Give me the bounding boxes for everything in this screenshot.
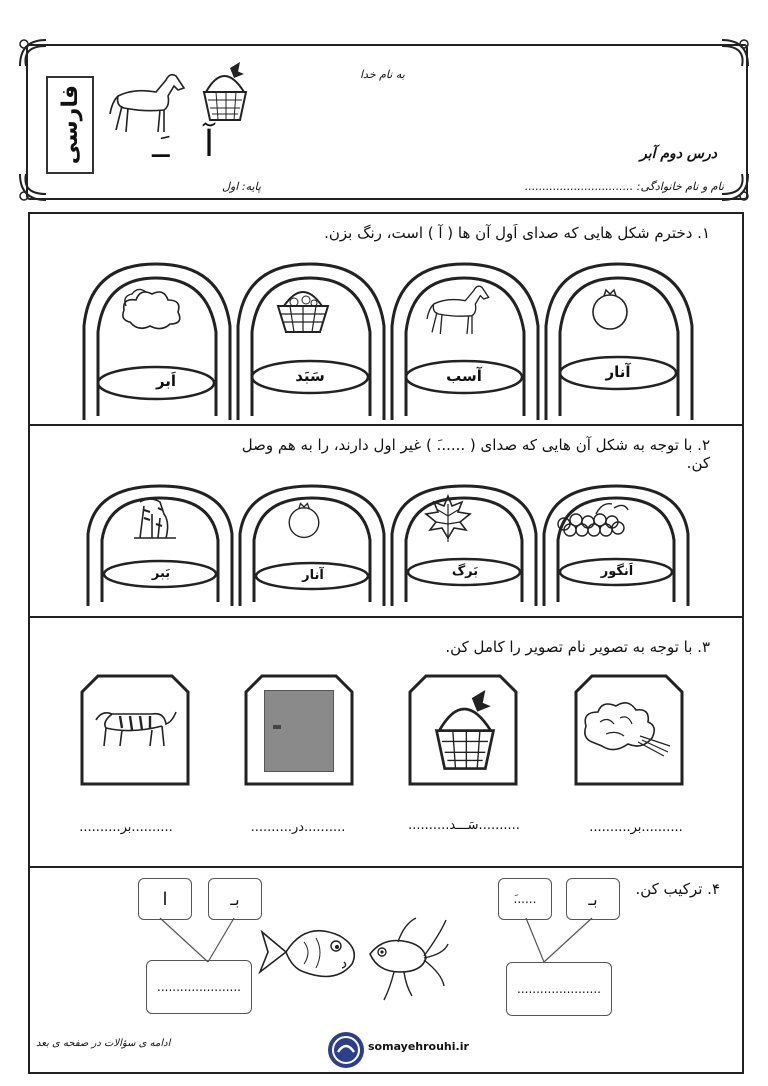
- letter-box-text: بـ: [230, 889, 240, 909]
- cloud-icon: [580, 696, 672, 758]
- leaf-icon: [424, 494, 472, 544]
- fill-blank[interactable]: ..........بر..........: [589, 820, 683, 835]
- fatha-letter: ـَـ: [152, 130, 170, 165]
- horse-icon: [104, 66, 188, 138]
- q1-word: آنار: [605, 363, 631, 381]
- q2-word: بَرگ: [451, 564, 479, 579]
- question-3-title: ۳. با توجه به تصویر نام تصویر را کامل کن.: [445, 638, 710, 656]
- pomegranate-icon: [286, 500, 322, 540]
- q1-word: سَبَد: [295, 367, 325, 385]
- basmala: به نام خدا: [360, 68, 405, 81]
- fill-blank[interactable]: ..........سَـــد..........: [408, 818, 520, 833]
- corner-ornament-icon: [718, 36, 752, 70]
- letter-box-text: ......َ: [513, 892, 537, 906]
- site-url[interactable]: somayehrouhi.ir: [368, 1040, 469, 1053]
- pomegranate-icon: [590, 286, 630, 332]
- goldfish-icon: [364, 914, 450, 1004]
- grapes-icon: [556, 498, 632, 538]
- q2-word: بَبر: [151, 566, 171, 581]
- fill-blank[interactable]: ..........در..........: [250, 820, 346, 835]
- tiger-icon: [130, 494, 180, 542]
- q2-word: اَنگور: [600, 564, 634, 579]
- question-2-title: ۲. با توجه به شکل آن هایی که صدای ( ......َ ) غیر اول دارند، را به هم وصل کن.: [241, 436, 710, 472]
- door-icon: [264, 690, 334, 772]
- basket-icon: [200, 62, 250, 124]
- name-field-label: نام و نام خانوادگی: ...............................: [524, 180, 724, 193]
- footer-note: ادامه ی سؤالات در صفحه ی بعد: [36, 1038, 171, 1049]
- answer-box-text: ......................: [157, 980, 241, 994]
- basket-icon: [430, 690, 500, 774]
- question-4-title: ۴. ترکیب کن.: [635, 880, 720, 898]
- letter-box: [498, 878, 552, 920]
- subject-box: [46, 76, 94, 174]
- lesson-title: درس دوم آبر: [640, 146, 718, 162]
- big-letter: آ: [204, 124, 215, 165]
- grade-label: پایه: اول: [222, 180, 261, 193]
- section-divider: [28, 616, 744, 618]
- section-divider: [28, 866, 744, 868]
- basket-icon: [274, 282, 332, 336]
- fish-icon: [256, 912, 360, 992]
- q2-word: آنار: [302, 568, 324, 583]
- horse-icon: [422, 274, 492, 344]
- answer-box-text: ......................: [517, 982, 601, 996]
- corner-ornament-icon: [16, 170, 50, 204]
- cloud-icon: [118, 282, 184, 334]
- q1-word: آسب: [446, 367, 482, 385]
- site-logo-icon: [326, 1030, 366, 1070]
- question-1-title: ۱. دخترم شکل هایی که صدای اَول آن ها ( آ ) است، رنگ بزن.: [324, 224, 710, 242]
- letter-box: [208, 878, 262, 920]
- answer-box[interactable]: [146, 960, 252, 1014]
- tiger-icon: [92, 702, 178, 752]
- letter-box: [138, 878, 192, 920]
- answer-box[interactable]: [506, 962, 612, 1016]
- letter-box-text: بـ: [588, 889, 598, 909]
- section-divider: [28, 424, 744, 426]
- letter-box: [566, 878, 620, 920]
- q1-word: اَبر: [155, 372, 177, 390]
- fill-blank[interactable]: ..........بر..........: [79, 820, 173, 835]
- subject-label: فارسی: [57, 85, 83, 165]
- corner-ornament-icon: [16, 36, 50, 70]
- letter-box-text: ا: [162, 888, 168, 910]
